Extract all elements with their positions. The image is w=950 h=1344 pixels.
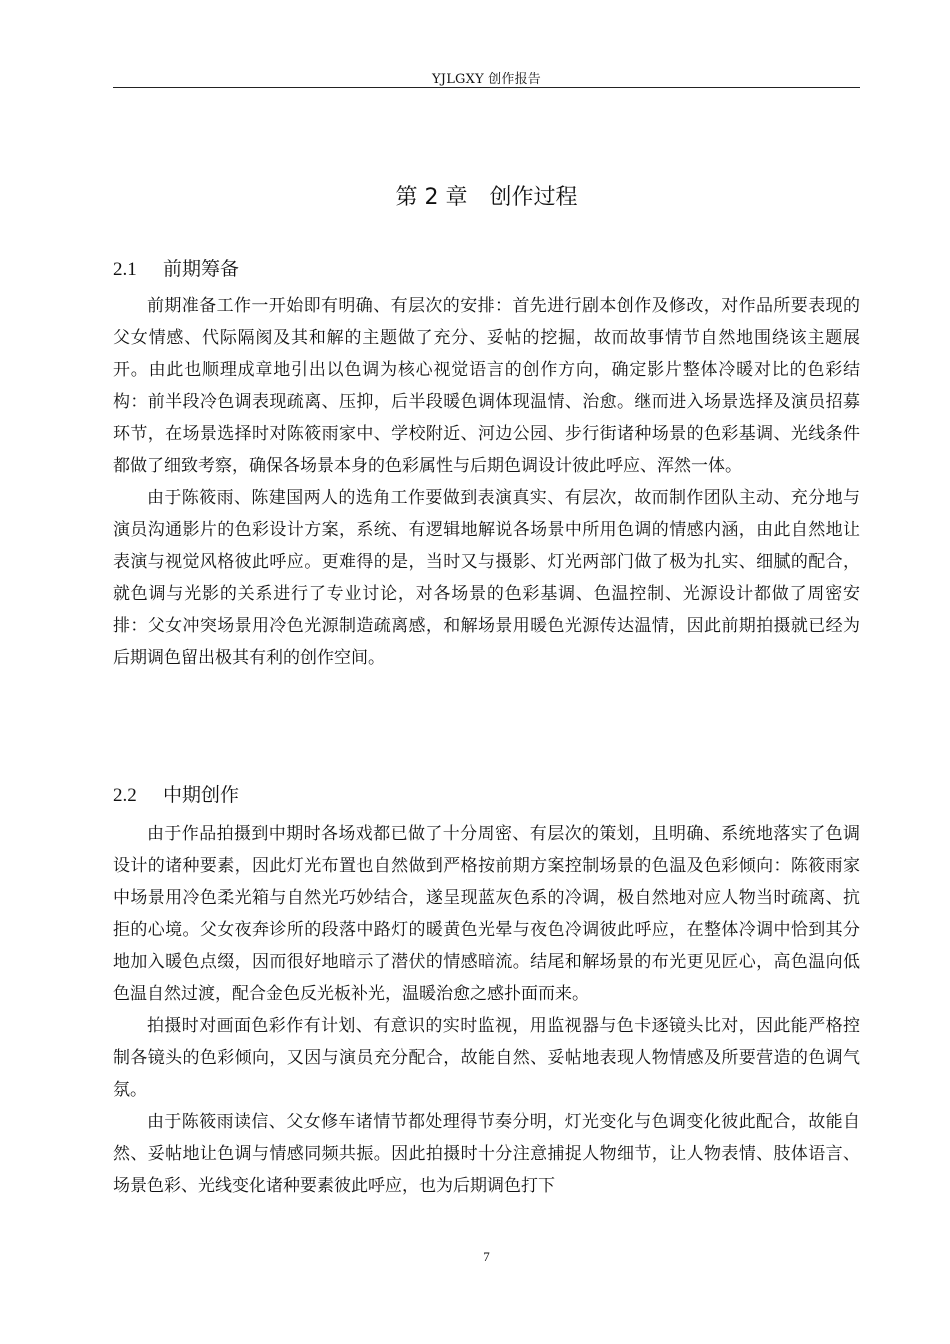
paragraph: 由于陈筱雨读信、父女修车诸情节都处理得节奏分明，灯光变化与色调变化彼此配合，故能自然、妥帖地让色调与情感同频共振。因此拍摄时十分注意捕捉人物细节，让人物表情、肢体语言、场景色彩、光线变化诸种要素彼此呼应，也为后期调色打下 xyxy=(113,1112,860,1196)
header-rule xyxy=(113,87,860,88)
paragraph: 由于陈筱雨、陈建国两人的选角工作要做到表演真实、有层次，故而制作团队主动、充分地与演员沟通影片的色彩设计方案，系统、有逻辑地解说各场景中所用色调的情感内涵，由此自然地让表演与视觉风格彼此呼应。更难得的是，当时又与摄影、灯光两部门做了极为扎实、细腻的配合，就色调与光影的关系进行了专业讨论，对各场景的色彩基调、色温控制、光源设计都做了周密安排：父女冲突场景用冷色光源制造疏离感，和解场景用暖色光源传达温情，因此前期拍摄就已经为后期调色留出极其有利的创作空间。 xyxy=(113,488,860,668)
paragraph: 拍摄时对画面色彩作有计划、有意识的实时监视，用监视器与色卡逐镜头比对，因此能严格控制各镜头的色彩倾向，又因与演员充分配合，故能自然、妥帖地表现人物情感及所要营造的色调气氛。 xyxy=(113,1016,860,1100)
section-heading-2-1 xyxy=(113,254,239,281)
section-heading-2-2 xyxy=(113,780,239,807)
running-header: YJLGXY 创作报告 xyxy=(432,72,541,87)
section-number: 2.1 xyxy=(113,259,137,280)
page-number: 7 xyxy=(483,1249,490,1264)
section-title: 前期筹备 xyxy=(163,258,240,280)
paragraph: 前期准备工作一开始即有明确、有层次的安排：首先进行剧本创作及修改，对作品所要表现的父女情感、代际隔阂及其和解的主题做了充分、妥帖的挖掘，故而故事情节自然地围绕该主题展开。由此也顺理成章地引出以色调为核心视觉语言的创作方向，确定影片整体冷暖对比的色彩结构：前半段冷色调表现疏离、压抑，后半段暖色调体现温情、治愈。继而进入场景选择及演员招募环节，在场景选择时对陈筱雨家中、学校附近、河边公园、步行街诸种场景的色彩基调、光线条件都做了细致考察，确保各场景本身的色彩属性与后期色调设计彼此呼应、浑然一体。 xyxy=(113,296,860,476)
section-body-2-2 xyxy=(113,818,860,1202)
section-number: 2.2 xyxy=(113,785,137,806)
chapter-title: 第 2 章 创作过程 xyxy=(395,185,578,210)
section-body-2-1 xyxy=(113,290,860,674)
paragraph: 由于作品拍摄到中期时各场戏都已做了十分周密、有层次的策划，且明确、系统地落实了色调设计的诸种要素，因此灯光布置也自然做到严格按前期方案控制场景的色温及色彩倾向：陈筱雨家中场景用冷色柔光箱与自然光巧妙结合，遂呈现蓝灰色系的冷调，极自然地对应人物当时疏离、抗拒的心境。父女夜奔诊所的段落中路灯的暖黄色光晕与夜色冷调彼此呼应，在整体冷调中恰到其分地加入暖色点缀，因而很好地暗示了潜伏的情感暗流。结尾和解场景的布光更见匠心，高色温向低色温自然过渡，配合金色反光板补光，温暖治愈之感扑面而来。 xyxy=(113,824,860,1004)
section-title: 中期创作 xyxy=(163,784,240,806)
